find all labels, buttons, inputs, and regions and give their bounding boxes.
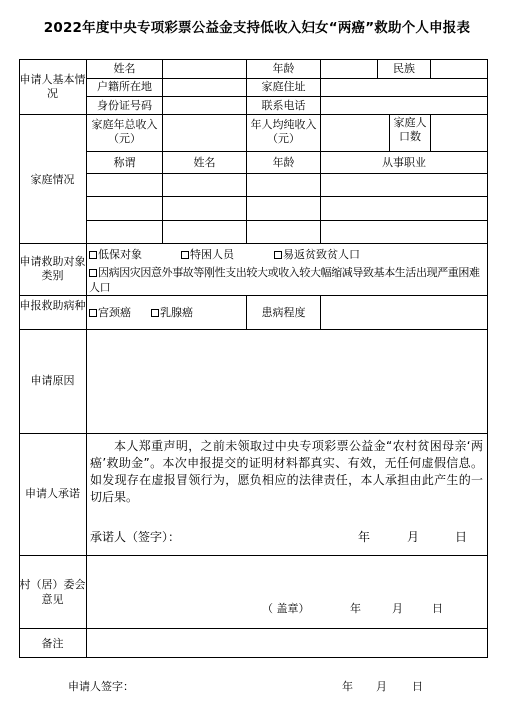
footer-year-label: 年 <box>342 680 353 693</box>
ethnicity-label: 民族 <box>393 62 415 75</box>
disease-section-label: 申报救助病种 <box>19 299 86 312</box>
pledge-day-label: 日 <box>455 530 468 544</box>
family-section-label: 家庭情况 <box>30 173 75 186</box>
village-committee-section-label: 村（居）委会意见 <box>19 578 86 606</box>
disease-option-cervical[interactable]: 宫颈癌 <box>89 306 131 319</box>
name-label: 姓名 <box>113 62 136 75</box>
category-option-hardship[interactable]: 因病因灾因意外事故等刚性支出较大或收入较大幅缩减导致基本生活出现严重困难人口 <box>89 266 480 294</box>
applicant-signature-label: 申请人签字： <box>68 680 134 693</box>
col-relation-header: 称谓 <box>113 156 136 169</box>
category-section-label: 申请救助对象类别 <box>19 255 86 282</box>
seal-label: （ 盖章） <box>262 602 310 615</box>
basic-info-section-label: 申请人基本情况 <box>19 73 86 100</box>
checkbox-icon <box>89 309 97 317</box>
pledge-signer-label: 承诺人（签字）： <box>90 530 181 544</box>
village-year-label: 年 <box>350 602 361 615</box>
checkbox-icon <box>89 269 97 277</box>
reason-section-label: 申请原因 <box>30 374 75 387</box>
col-age-header: 年龄 <box>272 156 295 169</box>
footer-month-label: 月 <box>376 680 387 693</box>
total-income-label: 家庭年总收入（元） <box>91 118 158 145</box>
col-occupation-header: 从事职业 <box>382 156 426 169</box>
checkbox-icon <box>181 251 189 259</box>
pledge-statement: 本人郑重声明，之前未领取过中央专项彩票公益金“农村贫困母亲‘两癌’救助金”。本次申报提交的证明材料都真实、有效，无任何虚假信息。如发现存在虚报冒领行为，愿负相应的法律责任，本人承担由此产生的一切后果。 <box>90 439 483 504</box>
category-option-poverty-risk[interactable]: 易返贫致贫人口 <box>274 248 360 261</box>
checkbox-icon <box>274 251 282 259</box>
village-day-label: 日 <box>432 602 443 615</box>
home-address-label: 家庭住址 <box>261 80 306 93</box>
household-registration-label: 户籍所在地 <box>97 80 152 93</box>
checkbox-icon <box>151 309 159 317</box>
pledge-month-label: 月 <box>407 530 420 544</box>
pledge-section-label: 申请人承诺 <box>25 487 80 500</box>
footer-day-label: 日 <box>412 680 423 693</box>
application-table <box>19 59 488 658</box>
age-label: 年龄 <box>272 62 295 75</box>
village-month-label: 月 <box>392 602 403 615</box>
remarks-section-label: 备注 <box>41 637 64 650</box>
checkbox-icon <box>89 251 97 259</box>
id-number-label: 身份证号码 <box>97 99 152 112</box>
pledge-year-label: 年 <box>358 530 371 544</box>
severity-label: 患病程度 <box>261 306 306 319</box>
household-members-label: 家庭人口数 <box>393 116 427 143</box>
form-title: 2022年度中央专项彩票公益金支持低收入妇女“两癌”救助个人申报表 <box>43 20 471 36</box>
category-option-low-income[interactable]: 低保对象 <box>89 248 142 261</box>
category-option-extreme-poverty[interactable]: 特困人员 <box>181 248 234 261</box>
phone-label: 联系电话 <box>261 99 306 112</box>
col-name-header: 姓名 <box>193 156 216 169</box>
disease-option-breast[interactable]: 乳腺癌 <box>151 306 193 319</box>
per-capita-income-label: 年人均纯收入（元） <box>250 118 317 145</box>
